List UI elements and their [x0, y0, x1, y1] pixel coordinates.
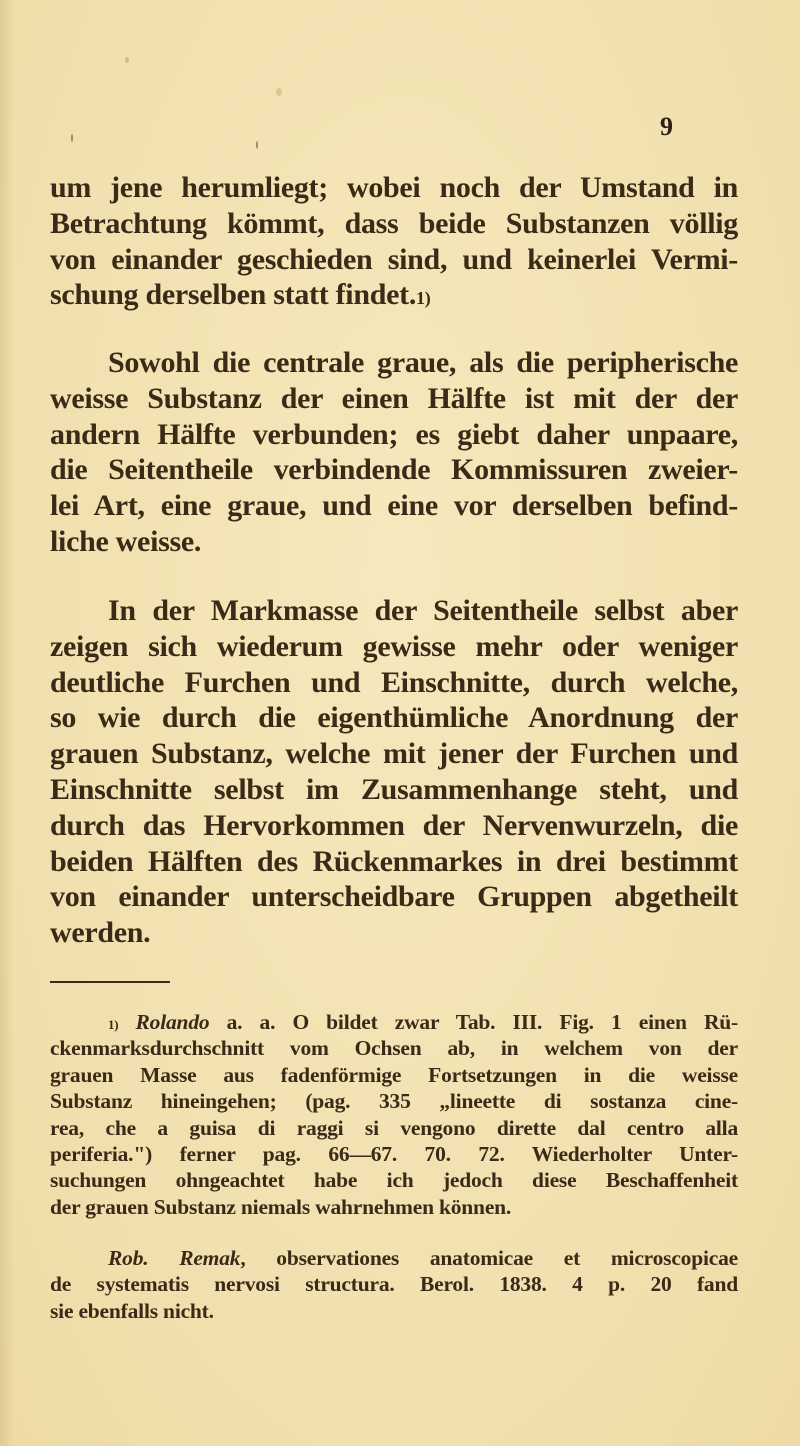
paper-speck — [71, 134, 73, 142]
cited-author: Rob. Remak — [108, 1246, 241, 1270]
footnote-1 — [50, 1009, 738, 1220]
text-line: die Seitentheile verbindende Kommissuren zweier- — [50, 453, 738, 487]
text-line: Einschnitte selbst im Zusammenhange steht, und — [50, 772, 738, 806]
text-line: ckenmarksdurchschnitt vom Ochsen ab, in welchem von der — [50, 1036, 738, 1061]
text-line — [50, 1009, 738, 1035]
text-line: andern Hälfte verbunden; es giebt daher unpaare, — [50, 417, 738, 451]
page-number: 9 — [660, 112, 673, 141]
paragraph-1 — [50, 170, 738, 313]
text-line: de systematis nervosi structura. Berol. 1838. 4 p. 20 fand — [50, 1272, 738, 1297]
text-line: von einander geschieden sind, und keinerlei Vermi- — [50, 242, 738, 276]
footnote-2 — [50, 1245, 738, 1324]
text-line: sie ebenfalls nicht. — [50, 1298, 214, 1323]
text-line: weisse Substanz der einen Hälfte ist mit der der — [50, 381, 738, 415]
paragraph-3 — [50, 593, 738, 951]
footnote-marker: 1) — [108, 1018, 119, 1032]
paragraph-2 — [50, 345, 738, 560]
text-line: so wie durch die eigenthümliche Anordnung der — [50, 701, 738, 735]
text-line: durch das Hervorkommen der Nervenwurzeln, die — [50, 808, 738, 842]
paper-speck — [276, 88, 282, 96]
text-line: deutliche Furchen und Einschnitte, durch welche, — [50, 665, 738, 699]
footnote-separator — [50, 981, 170, 983]
text-line: rea, che a guisa di raggi si vengono dirette dal centro alla — [50, 1115, 738, 1140]
text-line: Sowohl die centrale graue, als die peripherische — [108, 346, 738, 379]
text-line: um jene herumliegt; wobei noch der Umstand in — [50, 171, 738, 204]
text-line: suchungen ohngeachtet habe ich jedoch diese Beschaffenheit — [50, 1168, 738, 1193]
text-fragment: , observationes anatomicae et microscopicae — [240, 1246, 738, 1270]
cited-author: Rolando — [135, 1010, 210, 1034]
text-line: zeigen sich wiederum gewisse mehr oder weniger — [50, 629, 738, 663]
text-line: grauen Masse aus fadenförmige Fortsetzungen in die weisse — [50, 1062, 738, 1087]
text-fragment: a. a. O bildet zwar Tab. III. Fig. 1 einen Rü- — [209, 1010, 738, 1034]
text-line: beiden Hälften des Rückenmarkes in drei bestimmt — [50, 844, 738, 878]
text-fragment: schung derselben statt findet. — [50, 278, 417, 312]
text-line: grauen Substanz, welche mit jener der Furchen und — [50, 737, 738, 771]
text-line: In der Markmasse der Seitentheile selbst aber — [108, 594, 738, 627]
text-line: Substanz hineingehen; (pag. 335 „lineette di sostanza cine- — [50, 1089, 738, 1114]
text-line: periferia.") ferner pag. 66—67. 70. 72. Wiederholter Unter- — [50, 1142, 738, 1167]
footnote-reference[interactable]: 1) — [416, 288, 431, 309]
paper-speck — [125, 57, 129, 63]
text-line — [50, 277, 738, 313]
text-line: der grauen Substanz niemals wahrnehmen können. — [50, 1194, 512, 1219]
text-line — [50, 1245, 738, 1271]
text-line: von einander unterscheidbare Gruppen abgetheilt — [50, 880, 738, 914]
text-line: liche weisse. — [50, 524, 202, 558]
text-line: lei Art, eine graue, und eine vor derselben befind- — [50, 489, 738, 523]
text-line: Betrachtung kömmt, dass beide Substanzen völlig — [50, 206, 738, 240]
paper-speck — [256, 141, 258, 149]
text-line: werden. — [50, 916, 151, 950]
